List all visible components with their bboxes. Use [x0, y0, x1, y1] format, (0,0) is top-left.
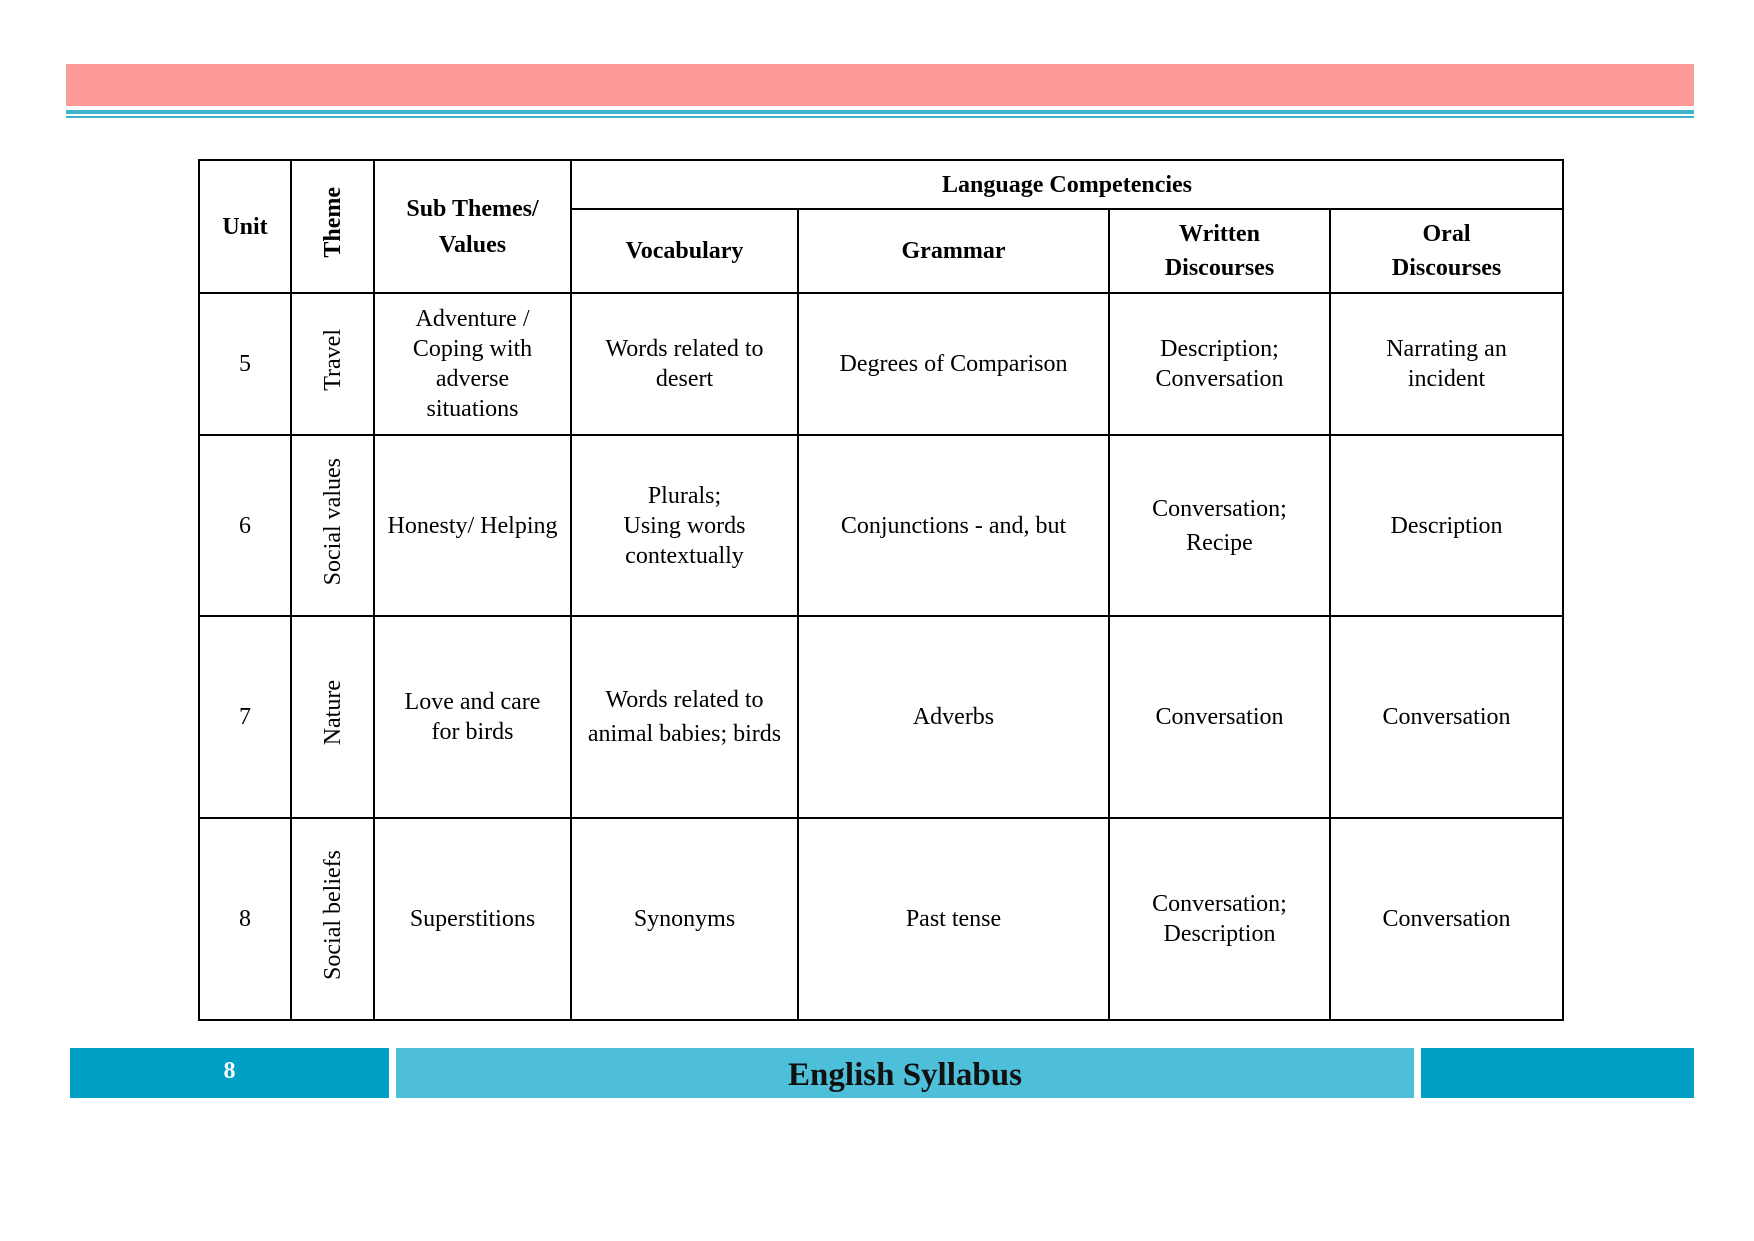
header-rule-thin — [66, 116, 1694, 118]
theme-cell: Social beliefs — [291, 818, 374, 1020]
vocabulary-cell: Words related to animal babies; birds — [571, 616, 798, 818]
oral-discourse-cell: Narrating an incident — [1330, 293, 1563, 435]
vocabulary-cell: Words related to desert — [571, 293, 798, 435]
sub-theme-cell: Love and care for birds — [374, 616, 571, 818]
written-discourse-cell: Description; Conversation — [1109, 293, 1330, 435]
header-oral-discourses: Oral Discourses — [1330, 209, 1563, 293]
footer-title: English Syllabus — [788, 1056, 1022, 1093]
syllabus-table — [198, 159, 1564, 1021]
header-rule — [66, 110, 1694, 114]
unit-cell: 6 — [199, 435, 291, 616]
vocabulary-cell: Plurals; Using words contextually — [571, 435, 798, 616]
header-theme: Theme — [291, 160, 374, 293]
oral-discourse-cell: Conversation — [1330, 818, 1563, 1020]
unit-cell: 5 — [199, 293, 291, 435]
sub-theme-cell: Superstitions — [374, 818, 571, 1020]
header-vocabulary: Vocabulary — [571, 209, 798, 293]
theme-cell: Nature — [291, 616, 374, 818]
grammar-cell: Degrees of Comparison — [798, 293, 1109, 435]
written-discourse-cell: Conversation; Description — [1109, 818, 1330, 1020]
sub-theme-cell: Honesty/ Helping — [374, 435, 571, 616]
table-row — [199, 293, 1563, 435]
grammar-cell: Conjunctions - and, but — [798, 435, 1109, 616]
grammar-cell: Past tense — [798, 818, 1109, 1020]
theme-cell: Travel — [291, 293, 374, 435]
table-row — [199, 818, 1563, 1020]
table-row — [199, 616, 1563, 818]
theme-cell: Social values — [291, 435, 374, 616]
header-band — [66, 64, 1694, 106]
sub-theme-cell: Adventure / Coping with adverse situations — [374, 293, 571, 435]
oral-discourse-cell: Description — [1330, 435, 1563, 616]
unit-cell: 7 — [199, 616, 291, 818]
page-number: 8 — [223, 1057, 236, 1084]
header-language-competencies: Language Competencies — [571, 160, 1563, 209]
header-grammar: Grammar — [798, 209, 1109, 293]
header-written-discourses: Written Discourses — [1109, 209, 1330, 293]
footer-bar-right — [1421, 1048, 1694, 1098]
written-discourse-cell: Conversation — [1109, 616, 1330, 818]
header-unit: Unit — [199, 160, 291, 293]
table-row — [199, 435, 1563, 616]
header-sub-themes: Sub Themes/ Values — [374, 160, 571, 293]
written-discourse-cell: Conversation; Recipe — [1109, 435, 1330, 616]
oral-discourse-cell: Conversation — [1330, 616, 1563, 818]
unit-cell: 8 — [199, 818, 291, 1020]
header-row-top — [199, 160, 1563, 209]
vocabulary-cell: Synonyms — [571, 818, 798, 1020]
grammar-cell: Adverbs — [798, 616, 1109, 818]
